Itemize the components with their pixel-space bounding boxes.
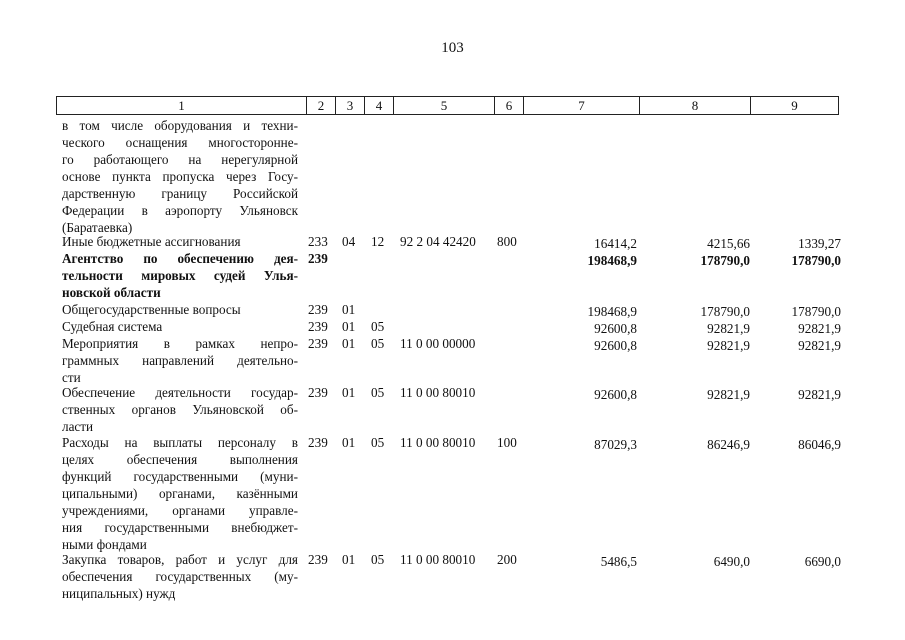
header-col-3: 3 [336,96,365,115]
amount-col-7: 92600,8 [594,387,637,402]
amount-col-8: 6490,0 [713,554,750,569]
amount-col-8: 4215,66 [707,236,750,251]
code-subsection: 05 [371,552,385,567]
code-ministry: 233 [308,234,328,249]
amount-col-8: 92821,9 [707,387,750,402]
description-line: функций государственными (муни- [62,469,298,484]
description-line: в том числе оборудования и техни- [62,118,298,133]
amount-col-7: 87029,3 [594,437,637,452]
row-description [62,117,298,236]
code-section: 01 [342,302,356,317]
code-ministry: 239 [308,552,328,567]
description-line: основе пункта пропуска через Госу- [62,169,298,184]
description-line: го работающего на нерегулярной [62,152,298,167]
code-subsection: 05 [371,319,385,334]
description-line: Судебная система [62,319,163,334]
header-col-7: 7 [524,96,640,115]
description-line: Мероприятия в рамках непро- [62,336,298,351]
code-subsection: 05 [371,435,385,450]
description-line: Обеспечение деятельности государ- [62,385,298,400]
description-line: Агентство по обеспечению дея- [62,251,298,266]
code-expense-type: 200 [497,552,517,567]
amount-col-7: 198468,9 [587,304,637,319]
code-target-article: 11 0 00 80010 [400,435,476,450]
amount-col-8: 92821,9 [707,321,750,336]
code-section: 01 [342,319,356,334]
description-line: (Баратаевка) [62,220,133,235]
amount-col-7: 198468,9 [587,253,637,268]
description-line: учреждениями, органами управле- [62,503,298,518]
amount-col-7: 92600,8 [594,321,637,336]
code-subsection: 12 [371,234,385,249]
code-ministry: 239 [308,336,328,351]
code-section: 01 [342,336,356,351]
code-subsection: 05 [371,385,385,400]
description-line: Федерации в аэропорту Ульяновск [62,203,298,218]
description-line: ческого оснащения многосторонне- [62,135,298,150]
description-line: ниципальных) нужд [62,586,176,601]
amount-col-9: 92821,9 [798,338,841,353]
description-line: дарственную границу Российской [62,186,298,201]
code-ministry: 239 [308,385,328,400]
header-col-9: 9 [751,96,839,115]
header-col-8: 8 [640,96,751,115]
amount-col-8: 86246,9 [707,437,750,452]
description-line: ципальными) органами, казёнными [62,486,298,501]
description-line: граммных направлений деятельно- [62,353,298,368]
amount-col-9: 92821,9 [798,321,841,336]
description-line: Закупка товаров, работ и услуг для [62,552,298,567]
code-ministry: 239 [308,251,328,266]
description-line: обеспечения государственных (му- [62,569,298,584]
code-section: 01 [342,435,356,450]
description-line: Общегосударственные вопросы [62,302,241,317]
description-line: ния государственными внебюджет- [62,520,298,535]
code-target-article: 11 0 00 80010 [400,385,476,400]
code-section: 01 [342,385,356,400]
amount-col-8: 178790,0 [700,253,750,268]
amount-col-9: 178790,0 [791,304,841,319]
code-target-article: 11 0 00 80010 [400,552,476,567]
code-ministry: 239 [308,435,328,450]
code-ministry: 239 [308,302,328,317]
row-description [62,434,298,553]
code-target-article: 92 2 04 42420 [400,234,476,249]
code-section: 01 [342,552,356,567]
amount-col-9: 6690,0 [804,554,841,569]
amount-col-9: 92821,9 [798,387,841,402]
header-col-4: 4 [365,96,394,115]
code-section: 04 [342,234,356,249]
description-line: ственных органов Ульяновской об- [62,402,298,417]
amount-col-7: 92600,8 [594,338,637,353]
description-line: тельности мировых судей Улья- [62,268,298,283]
description-line: Иные бюджетные ассигнования [62,234,241,249]
description-line: Расходы на выплаты персоналу в [62,435,298,450]
code-ministry: 239 [308,319,328,334]
header-col-6: 6 [495,96,524,115]
description-line: ласти [62,419,94,434]
description-line: ными фондами [62,537,147,552]
row-description [62,233,298,250]
amount-col-7: 5486,5 [600,554,637,569]
description-line: новской области [62,285,161,300]
code-expense-type: 100 [497,435,517,450]
row-description [62,301,298,318]
row-description [62,551,298,602]
header-col-2: 2 [307,96,336,115]
row-description [62,250,298,301]
amount-col-8: 92821,9 [707,338,750,353]
description-line: целях обеспечения выполнения [62,452,298,467]
amount-col-8: 178790,0 [700,304,750,319]
header-col-1: 1 [56,96,307,115]
page-number: 103 [441,40,464,56]
row-description [62,335,298,386]
description-line: сти [62,370,81,385]
row-description [62,318,298,335]
code-subsection: 05 [371,336,385,351]
amount-col-9: 178790,0 [791,253,841,268]
amount-col-9: 1339,27 [798,236,841,251]
code-target-article: 11 0 00 00000 [400,336,476,351]
header-col-5: 5 [394,96,495,115]
amount-col-7: 16414,2 [594,236,637,251]
code-expense-type: 800 [497,234,517,249]
row-description [62,384,298,435]
amount-col-9: 86046,9 [798,437,841,452]
